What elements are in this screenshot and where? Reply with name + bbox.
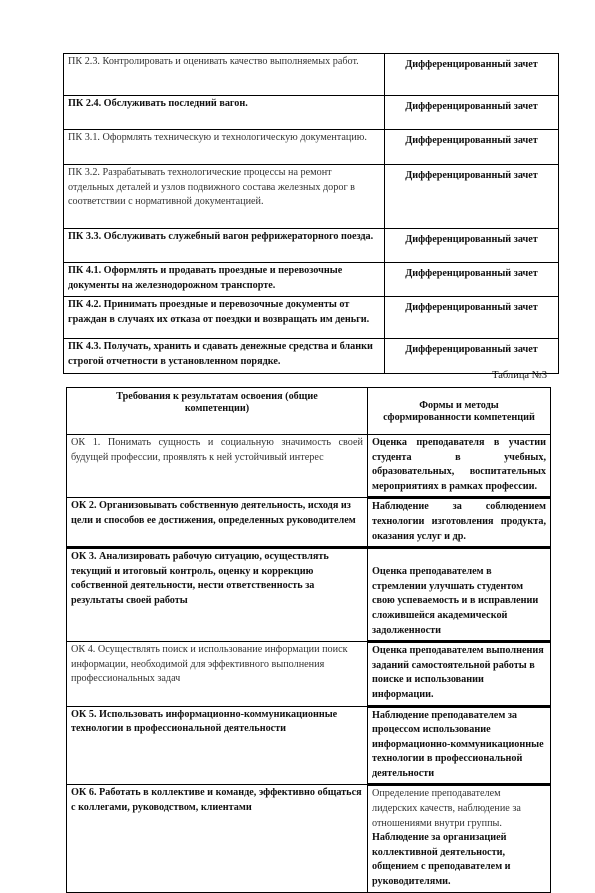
method-cell: Наблюдение за соблюдением технологии изготовления продукта, оказания услуг и др. xyxy=(368,498,551,548)
competence-cell: ОК 5. Использовать информационно-коммуникационные технологии в профессиональной деятельности xyxy=(67,706,368,785)
method-cell: Оценка преподавателя в участии студента в учебных, образовательных, воспитательных мероприятиях в рамках профессии. xyxy=(368,435,551,498)
method-text-part: Определение преподавателем лидерских качеств, наблюдение за отношениями внутри группы. xyxy=(372,788,521,829)
assessment-form-cell: Дифференцированный зачет xyxy=(385,130,559,165)
competence-cell: ОК 4. Осуществлять поиск и использование информации поиск информации, необходимой для эффективного выполнения профессиональных задач xyxy=(67,642,368,706)
table-row xyxy=(64,165,559,229)
method-text-part: Наблюдение за организацией коллективной деятельности, общением с преподавателем и руководителями. xyxy=(372,832,511,888)
table-row xyxy=(64,54,559,96)
table-row xyxy=(64,96,559,130)
competence-cell: ПК 3.2. Разрабатывать технологические процессы на ремонт отдельных деталей и узлов подвижного состава железных дорог в соответствии с нормативной документацией. xyxy=(64,165,385,229)
assessment-form-cell: Дифференцированный зачет xyxy=(385,165,559,229)
competence-cell: ОК 1. Понимать сущность и социальную значимость своей будущей профессии, проявлять к ней устойчивый интерес xyxy=(67,435,368,498)
table-row xyxy=(64,297,559,339)
assessment-form-cell: Дифференцированный зачет xyxy=(385,54,559,96)
competence-cell: ПК 3.1. Оформлять техническую и технологическую документацию. xyxy=(64,130,385,165)
table-caption: Таблица №3 xyxy=(492,370,547,381)
assessment-form-cell: Дифференцированный зачет xyxy=(385,339,559,374)
table-row xyxy=(67,642,551,706)
competence-cell: ПК 2.3. Контролировать и оценивать качество выполняемых работ. xyxy=(64,54,385,96)
competence-cell: ПК 2.4. Обслуживать последний вагон. xyxy=(64,96,385,130)
table-row xyxy=(67,785,551,892)
competence-cell: ОК 2. Организовывать собственную деятельность, исходя из цели и способов ее достижения, определенных руководителем xyxy=(67,498,368,548)
table-row xyxy=(67,548,551,642)
table-row xyxy=(67,498,551,548)
method-cell: Оценка преподавателем в стремлении улучшать студентом свою успеваемость и в исправлении сложившейся академической задолженности xyxy=(368,548,551,642)
table-row xyxy=(64,339,559,374)
table-row xyxy=(64,130,559,165)
method-cell: Наблюдение преподавателем за процессом использование информационно-коммуникационные технологии в профессиональной деятельности xyxy=(368,706,551,785)
competence-cell: ОК 6. Работать в коллективе и команде, эффективно общаться с коллегами, руководством, клиентами xyxy=(67,785,368,892)
table-header-row xyxy=(67,388,551,435)
competence-cell: ПК 4.1. Оформлять и продавать проездные и перевозочные документы на железнодорожном транспорте. xyxy=(64,263,385,297)
assessment-form-cell: Дифференцированный зачет xyxy=(385,263,559,297)
method-cell: Оценка преподавателем выполнения заданий самостоятельной работы в поиске и использовании информации. xyxy=(368,642,551,706)
assessment-form-cell: Дифференцированный зачет xyxy=(385,229,559,263)
competence-cell: ПК 4.2. Принимать проездные и перевозочные документы от граждан в случаях их отказа от поездки и возвращать им деньги. xyxy=(64,297,385,339)
competence-cell: ОК 3. Анализировать рабочую ситуацию, осуществлять текущий и итоговый контроль, оценку и коррекцию собственной деятельности, нести ответственность за результаты своей работы xyxy=(67,548,368,642)
column-header-methods: Формы и методы сформированности компетенций xyxy=(368,388,551,435)
assessment-form-cell: Дифференцированный зачет xyxy=(385,96,559,130)
assessment-form-cell: Дифференцированный зачет xyxy=(385,297,559,339)
general-competence-table xyxy=(66,387,551,893)
table-row xyxy=(67,706,551,785)
competence-cell: ПК 3.3. Обслуживать служебный вагон рефрижераторного поезда. xyxy=(64,229,385,263)
competence-assessment-table xyxy=(63,53,559,374)
table-row xyxy=(67,435,551,498)
column-header-requirements: Требования к результатам освоения (общие компетенции) xyxy=(67,388,368,435)
competence-cell: ПК 4.3. Получать, хранить и сдавать денежные средства и бланки строгой отчетности в установленном порядке. xyxy=(64,339,385,374)
table-row xyxy=(64,263,559,297)
table-row xyxy=(64,229,559,263)
method-cell xyxy=(368,785,551,892)
